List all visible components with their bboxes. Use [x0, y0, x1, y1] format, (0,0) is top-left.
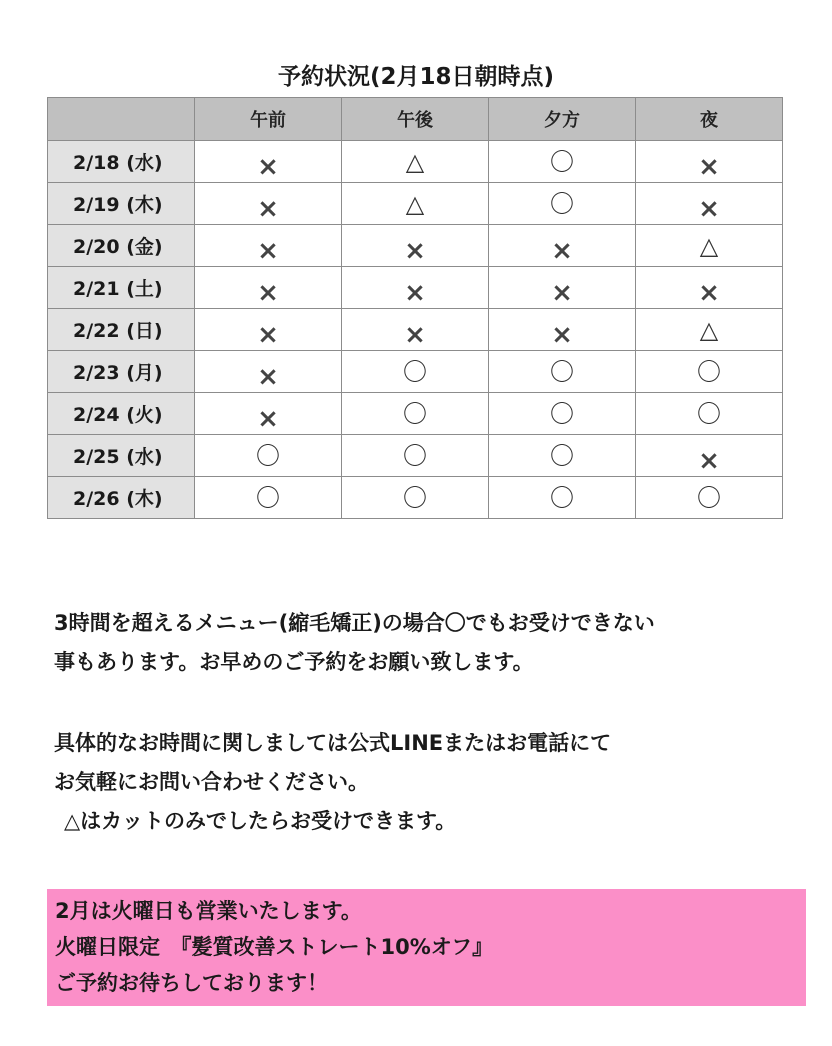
unavailable-mark: ×: [698, 151, 720, 182]
unavailable-mark: ×: [257, 235, 279, 266]
table-row: [48, 309, 783, 351]
availability-cell: [489, 351, 636, 393]
available-mark: 〇: [403, 483, 427, 512]
notice-line: 事もあります。お早めのご予約をお願い致します。: [54, 650, 534, 674]
unavailable-mark: ×: [551, 319, 573, 350]
page-title: 予約状況(2月18日朝時点): [277, 64, 555, 90]
table-row: [48, 435, 783, 477]
availability-cell: [489, 267, 636, 309]
header-morning: 午前: [195, 98, 342, 141]
unavailable-mark: ×: [257, 319, 279, 350]
row-date: 2/21 (土): [48, 267, 195, 309]
availability-cell: [195, 351, 342, 393]
availability-cell: [342, 141, 489, 183]
availability-cell: [195, 477, 342, 519]
row-date: 2/22 (日): [48, 309, 195, 351]
availability-cell: [342, 435, 489, 477]
table-row: [48, 351, 783, 393]
header-corner: [48, 98, 195, 141]
limited-mark: △: [699, 231, 719, 260]
unavailable-mark: ×: [551, 235, 573, 266]
availability-cell: [195, 435, 342, 477]
table-row: [48, 267, 783, 309]
availability-cell: [489, 225, 636, 267]
row-date: 2/25 (水): [48, 435, 195, 477]
promo-line: ご予約お待ちしております！: [55, 971, 328, 995]
row-date: 2/24 (火): [48, 393, 195, 435]
promo-line: 2月は火曜日も営業いたします。: [55, 899, 362, 923]
row-date: 2/26 (木): [48, 477, 195, 519]
availability-cell: [636, 267, 783, 309]
available-mark: 〇: [550, 399, 574, 428]
unavailable-mark: ×: [698, 277, 720, 308]
promo-line: 火曜日限定 『髪質改善ストレート10%オフ』: [55, 935, 494, 959]
availability-cell: [342, 225, 489, 267]
availability-cell: [636, 141, 783, 183]
availability-cell: [342, 267, 489, 309]
availability-cell: [195, 183, 342, 225]
reservation-table: [47, 97, 783, 519]
availability-cell: [636, 351, 783, 393]
available-mark: 〇: [697, 357, 721, 386]
availability-cell: [489, 309, 636, 351]
available-mark: 〇: [697, 483, 721, 512]
table-row: [48, 225, 783, 267]
unavailable-mark: ×: [257, 403, 279, 434]
notice-line: 具体的なお時間に関しましては公式LINEまたはお電話にて: [54, 731, 612, 755]
availability-cell: [636, 393, 783, 435]
unavailable-mark: ×: [257, 151, 279, 182]
available-mark: 〇: [550, 189, 574, 218]
unavailable-mark: ×: [404, 277, 426, 308]
availability-cell: [342, 309, 489, 351]
availability-cell: [636, 183, 783, 225]
promo-banner: [47, 889, 806, 1006]
contact-notice: [54, 724, 611, 841]
unavailable-mark: ×: [257, 361, 279, 392]
unavailable-mark: ×: [698, 193, 720, 224]
available-mark: 〇: [403, 357, 427, 386]
table-row: [48, 477, 783, 519]
row-date: 2/23 (月): [48, 351, 195, 393]
row-date: 2/20 (金): [48, 225, 195, 267]
availability-cell: [489, 141, 636, 183]
available-mark: 〇: [550, 147, 574, 176]
available-mark: 〇: [403, 399, 427, 428]
header-afternoon: 午後: [342, 98, 489, 141]
availability-cell: [195, 393, 342, 435]
available-mark: 〇: [697, 399, 721, 428]
available-mark: 〇: [403, 441, 427, 470]
availability-cell: [342, 351, 489, 393]
table-row: [48, 393, 783, 435]
row-date: 2/18 (水): [48, 141, 195, 183]
availability-cell: [636, 477, 783, 519]
availability-cell: [195, 267, 342, 309]
availability-cell: [195, 225, 342, 267]
row-date: 2/19 (木): [48, 183, 195, 225]
table-row: [48, 141, 783, 183]
header-evening: 夕方: [489, 98, 636, 141]
unavailable-mark: ×: [698, 445, 720, 476]
unavailable-mark: ×: [404, 235, 426, 266]
notice-line: △はカットのみでしたらお受けできます。: [64, 809, 457, 833]
limited-mark: △: [405, 189, 425, 218]
header-night: 夜: [636, 98, 783, 141]
availability-cell: [195, 309, 342, 351]
available-mark: 〇: [256, 441, 280, 470]
availability-cell: [636, 309, 783, 351]
unavailable-mark: ×: [257, 277, 279, 308]
availability-cell: [489, 393, 636, 435]
available-mark: 〇: [256, 483, 280, 512]
limited-mark: △: [699, 315, 719, 344]
availability-cell: [342, 477, 489, 519]
unavailable-mark: ×: [257, 193, 279, 224]
table-row: [48, 183, 783, 225]
availability-cell: [195, 141, 342, 183]
notice-line: 3時間を超えるメニュー(縮毛矯正)の場合〇でもお受けできない: [54, 611, 655, 635]
available-mark: 〇: [550, 441, 574, 470]
table-header-row: [48, 98, 783, 141]
availability-cell: [489, 183, 636, 225]
limited-mark: △: [405, 147, 425, 176]
availability-cell: [342, 183, 489, 225]
unavailable-mark: ×: [551, 277, 573, 308]
availability-cell: [636, 225, 783, 267]
available-mark: 〇: [550, 483, 574, 512]
availability-cell: [636, 435, 783, 477]
unavailable-mark: ×: [404, 319, 426, 350]
menu-notice: [54, 604, 655, 682]
availability-cell: [489, 435, 636, 477]
notice-line: お気軽にお問い合わせください。: [54, 770, 369, 794]
available-mark: 〇: [550, 357, 574, 386]
availability-cell: [489, 477, 636, 519]
availability-cell: [342, 393, 489, 435]
